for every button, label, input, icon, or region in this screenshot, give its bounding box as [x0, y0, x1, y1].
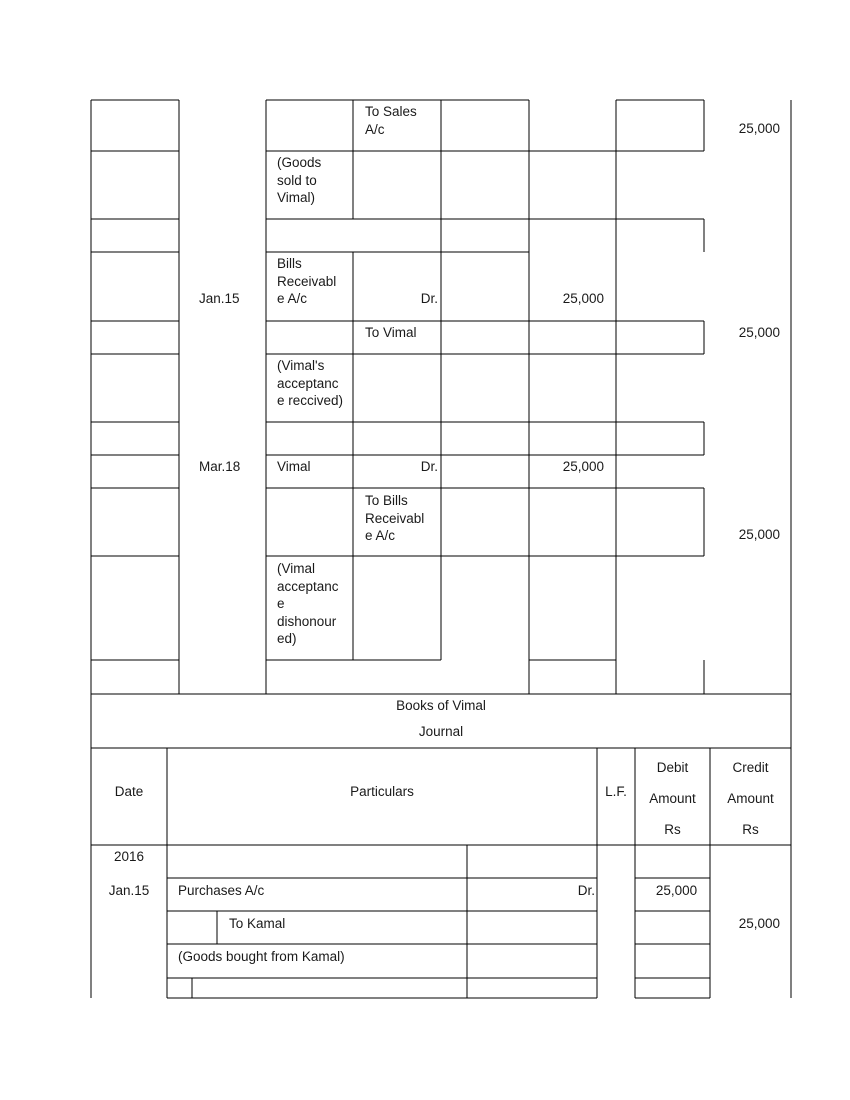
- date-jan-15-bottom: Jan.15: [108, 883, 150, 898]
- narration-goods-bought: (Goods bought from Kamal): [178, 949, 345, 964]
- credit-amount-sales: 25,000: [738, 121, 780, 136]
- year-2016: 2016: [113, 849, 145, 864]
- account-to-vimal: To Vimal: [365, 325, 417, 340]
- debit-amount-vimal: 25,000: [562, 459, 604, 474]
- narration-goods-sold: (Goods sold to Vimal): [277, 155, 322, 205]
- account-to-kamal: To Kamal: [229, 916, 286, 931]
- date-jan-15: Jan.15: [199, 291, 240, 306]
- narration-acceptance-received: (Vimal's acceptanc e reccived): [277, 358, 344, 408]
- section-title: Books of Vimal: [396, 698, 486, 713]
- dr-marker-vimal: Dr.: [420, 459, 438, 474]
- section-subtitle: Journal: [418, 724, 464, 739]
- account-vimal: Vimal: [277, 459, 311, 474]
- dr-marker-purchases: Dr.: [577, 883, 595, 898]
- debit-amount-purchases: 25,000: [655, 883, 698, 898]
- dr-marker-bills: Dr.: [420, 291, 438, 306]
- credit-amount-bills-receivable: 25,000: [738, 527, 780, 542]
- account-to-sales: To Sales A/c: [365, 104, 417, 137]
- credit-amount-kamal: 25,000: [738, 916, 780, 931]
- account-purchases: Purchases A/c: [178, 883, 265, 898]
- header-credit-amount: Credit Amount Rs: [727, 760, 774, 837]
- date-mar-18: Mar.18: [199, 459, 241, 474]
- header-particulars: Particulars: [350, 784, 414, 799]
- header-date: Date: [114, 784, 144, 799]
- account-bills-receivable: Bills Receivabl e A/c: [277, 256, 337, 306]
- credit-amount-vimal: 25,000: [738, 325, 780, 340]
- debit-amount-bills: 25,000: [562, 291, 604, 306]
- header-lf: L.F.: [605, 784, 627, 799]
- account-to-bills-receivable: To Bills Receivabl e A/c: [365, 493, 425, 543]
- header-debit-amount: Debit Amount Rs: [649, 760, 696, 837]
- narration-acceptance-dishonoured: (Vimal acceptanc e dishonour ed): [277, 561, 339, 646]
